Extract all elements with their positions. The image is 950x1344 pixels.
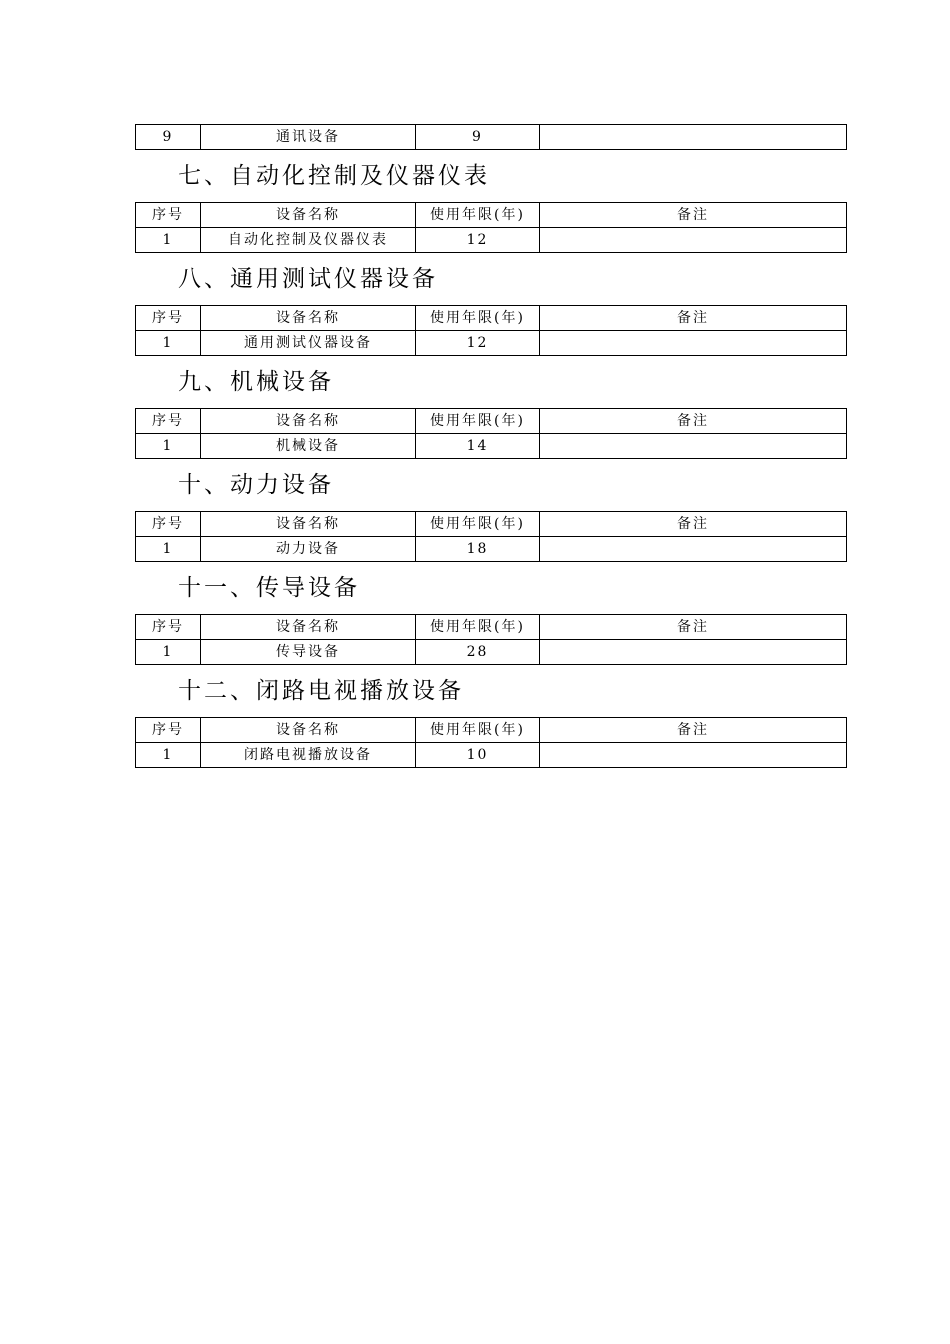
document-page xyxy=(135,124,846,768)
cell-service-years: 9 xyxy=(416,125,540,150)
cell-seq: 1 xyxy=(136,743,201,768)
cell-equipment-name: 通用测试仪器设备 xyxy=(201,331,416,356)
header-service-years: 使用年限(年) xyxy=(416,718,540,743)
section-power xyxy=(135,459,846,562)
section-automation xyxy=(135,150,846,253)
header-equipment-name: 设备名称 xyxy=(201,409,416,434)
table-row xyxy=(136,640,847,665)
header-seq: 序号 xyxy=(136,615,201,640)
header-note: 备注 xyxy=(540,615,847,640)
header-equipment-name: 设备名称 xyxy=(201,306,416,331)
cell-seq: 1 xyxy=(136,640,201,665)
equipment-table xyxy=(135,202,847,253)
cell-note xyxy=(540,743,847,768)
section-title: 十二、闭路电视播放设备 xyxy=(178,678,464,704)
cell-service-years: 14 xyxy=(416,434,540,459)
cell-equipment-name: 动力设备 xyxy=(201,537,416,562)
cell-equipment-name: 自动化控制及仪器仪表 xyxy=(201,228,416,253)
cell-note xyxy=(540,537,847,562)
table-header-row xyxy=(136,203,847,228)
cell-equipment-name: 闭路电视播放设备 xyxy=(201,743,416,768)
table-row xyxy=(136,331,847,356)
equipment-table xyxy=(135,408,847,459)
table-header-row xyxy=(136,615,847,640)
header-service-years: 使用年限(年) xyxy=(416,512,540,537)
header-equipment-name: 设备名称 xyxy=(201,203,416,228)
table-row xyxy=(136,743,847,768)
cell-seq: 1 xyxy=(136,228,201,253)
cell-equipment-name: 通讯设备 xyxy=(201,125,416,150)
section-title: 七、自动化控制及仪器仪表 xyxy=(178,163,490,189)
header-seq: 序号 xyxy=(136,203,201,228)
equipment-table-continued xyxy=(135,124,847,150)
table-header-row xyxy=(136,512,847,537)
cell-equipment-name: 传导设备 xyxy=(201,640,416,665)
table-row xyxy=(136,228,847,253)
cell-note xyxy=(540,434,847,459)
header-note: 备注 xyxy=(540,203,847,228)
table-row xyxy=(136,434,847,459)
cell-service-years: 10 xyxy=(416,743,540,768)
cell-note xyxy=(540,125,847,150)
section-title: 八、通用测试仪器设备 xyxy=(178,266,438,292)
section-title: 十一、传导设备 xyxy=(178,575,360,601)
cell-service-years: 12 xyxy=(416,228,540,253)
equipment-table xyxy=(135,614,847,665)
cell-seq: 9 xyxy=(136,125,201,150)
table-header-row xyxy=(136,718,847,743)
section-cctv xyxy=(135,665,846,768)
cell-service-years: 28 xyxy=(416,640,540,665)
equipment-table xyxy=(135,717,847,768)
cell-note xyxy=(540,640,847,665)
section-test-instruments xyxy=(135,253,846,356)
header-service-years: 使用年限(年) xyxy=(416,409,540,434)
section-title: 九、机械设备 xyxy=(178,369,334,395)
header-note: 备注 xyxy=(540,718,847,743)
cell-note xyxy=(540,228,847,253)
table-row xyxy=(136,537,847,562)
header-seq: 序号 xyxy=(136,409,201,434)
cell-equipment-name: 机械设备 xyxy=(201,434,416,459)
table-header-row xyxy=(136,306,847,331)
cell-note xyxy=(540,331,847,356)
header-service-years: 使用年限(年) xyxy=(416,615,540,640)
section-transmission xyxy=(135,562,846,665)
header-equipment-name: 设备名称 xyxy=(201,615,416,640)
table-row xyxy=(136,125,847,150)
equipment-table xyxy=(135,305,847,356)
cell-seq: 1 xyxy=(136,537,201,562)
table-header-row xyxy=(136,409,847,434)
cell-seq: 1 xyxy=(136,434,201,459)
header-service-years: 使用年限(年) xyxy=(416,203,540,228)
header-service-years: 使用年限(年) xyxy=(416,306,540,331)
header-seq: 序号 xyxy=(136,718,201,743)
section-title: 十、动力设备 xyxy=(178,472,334,498)
cell-seq: 1 xyxy=(136,331,201,356)
equipment-table xyxy=(135,511,847,562)
header-seq: 序号 xyxy=(136,512,201,537)
cell-service-years: 18 xyxy=(416,537,540,562)
section-mechanical xyxy=(135,356,846,459)
header-equipment-name: 设备名称 xyxy=(201,718,416,743)
cell-service-years: 12 xyxy=(416,331,540,356)
header-note: 备注 xyxy=(540,306,847,331)
header-note: 备注 xyxy=(540,512,847,537)
header-note: 备注 xyxy=(540,409,847,434)
header-equipment-name: 设备名称 xyxy=(201,512,416,537)
header-seq: 序号 xyxy=(136,306,201,331)
